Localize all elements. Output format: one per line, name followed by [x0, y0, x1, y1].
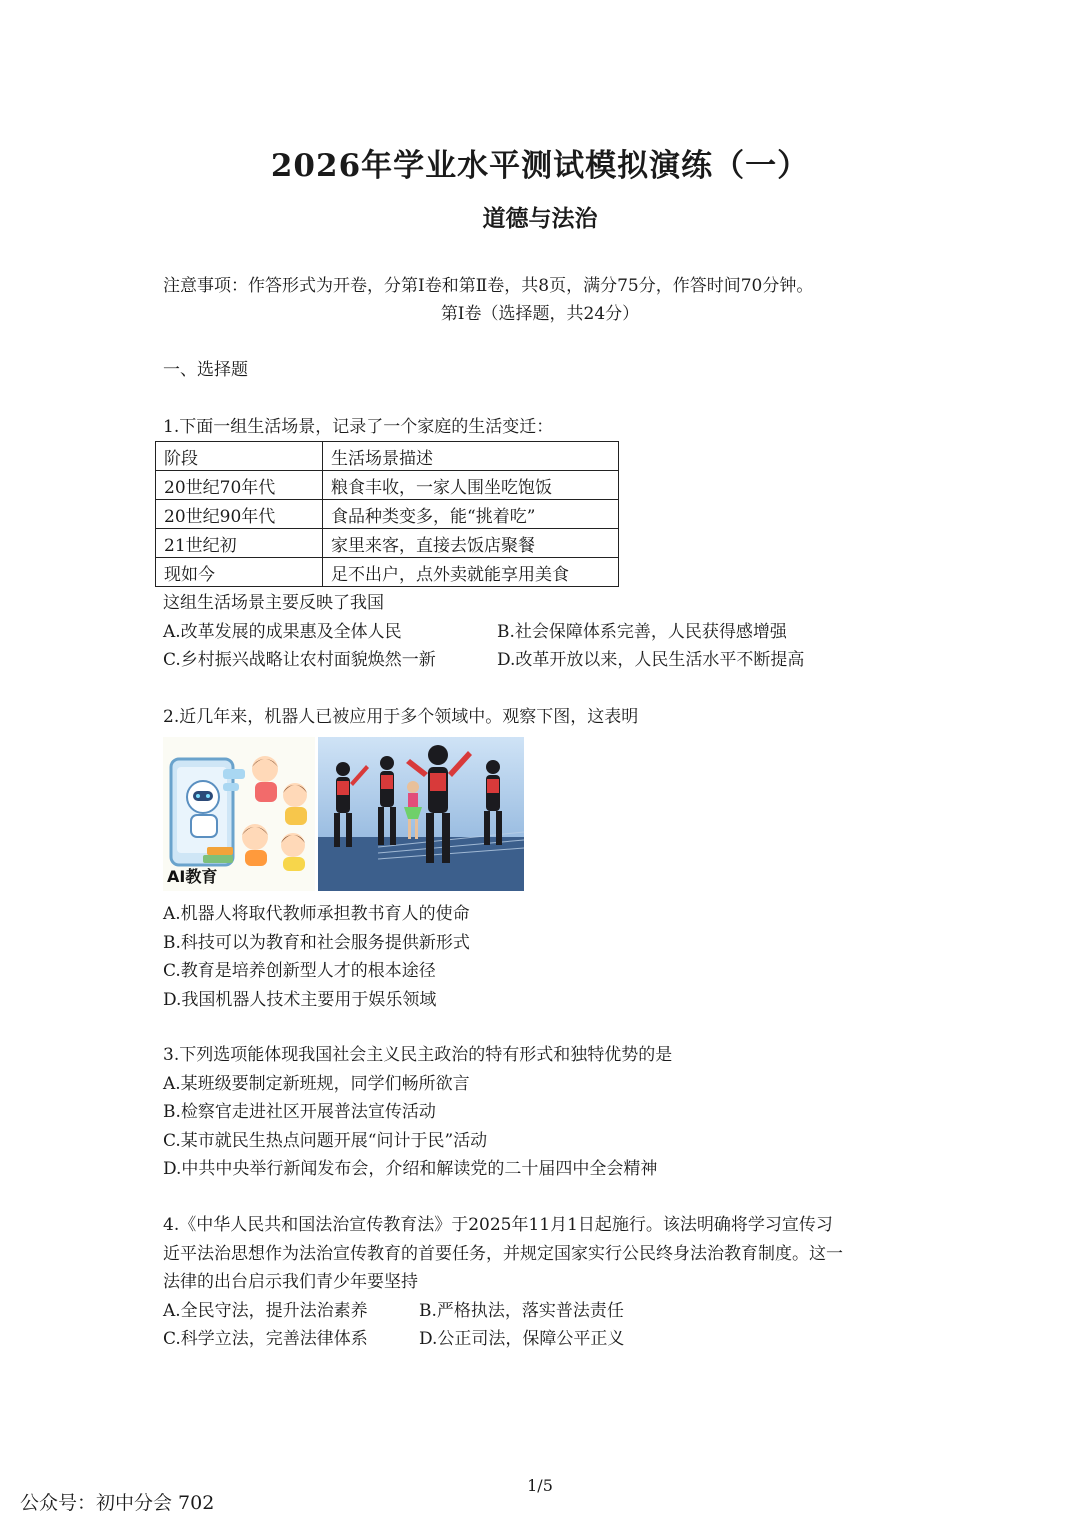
- option-d: D.改革开放以来，人民生活水平不断提高: [497, 650, 805, 670]
- question-text: 2.近几年来，机器人已被应用于多个领域中。观察下图，这表明: [163, 707, 639, 727]
- option-b: B.科技可以为教育和社会服务提供新形式: [163, 932, 470, 953]
- table-header-row: [156, 442, 619, 471]
- option-a: A.机器人将取代教师承担教书育人的使命: [163, 904, 470, 924]
- option-a: A.改革发展的成果惠及全体人民: [163, 621, 402, 642]
- table-row: [156, 558, 619, 587]
- table-cell: 食品种类变多，能“挑着吃”: [323, 500, 619, 529]
- table-cell: 粮食丰收，一家人围坐吃饱饭: [323, 471, 619, 500]
- question-text: 1.下面一组生活场景，记录了一个家庭的生活变迁：: [163, 417, 554, 437]
- table-cell: 家里来客，直接去饭店聚餐: [323, 529, 619, 558]
- table-cell: 足不出户，点外卖就能享用美食: [323, 558, 619, 587]
- question-followup: 这组生活场景主要反映了我国: [163, 593, 384, 613]
- table-header: 阶段: [156, 442, 323, 471]
- option-d: D.公正司法，保障公平正义: [419, 1329, 625, 1349]
- table-cell: 20世纪70年代: [156, 471, 323, 500]
- option-row: [163, 646, 933, 675]
- question-4: [163, 1211, 933, 1354]
- option-c: C.教育是培养创新型人才的根本途径: [163, 961, 436, 981]
- table-cell: 20世纪90年代: [156, 500, 323, 529]
- question-3: [163, 1041, 933, 1184]
- option-b: B.严格执法，落实普法责任: [419, 1300, 624, 1321]
- question-text: 3.下列选项能体现我国社会主义民主政治的特有形式和独特优势的是: [163, 1045, 673, 1065]
- option-b: B.检察官走进社区开展普法宣传活动: [163, 1102, 436, 1122]
- option-c: C.乡村振兴战略让农村面貌焕然一新: [163, 650, 436, 670]
- option-row: [163, 1297, 933, 1326]
- table-cell: 现如今: [156, 558, 323, 587]
- option-a: A.某班级要制定新班规，同学们畅所欲言: [163, 1073, 470, 1094]
- option-c: C.科学立法，完善法律体系: [163, 1329, 368, 1349]
- ai-education-label: AI教育: [167, 867, 218, 886]
- ai-education-image: [163, 737, 315, 891]
- section-heading: 一、选择题: [163, 360, 248, 380]
- question-text-line: 近平法治思想作为法治宣传教育的首要任务，并规定国家实行公民终身法治教育制度。这一: [163, 1243, 843, 1264]
- question-text-line: 4.《中华人民共和国法治宣传教育法》于2025年11月1日起施行。该法明确将学习宣传习: [163, 1215, 833, 1235]
- option-row: [163, 618, 933, 647]
- option-b: B.社会保障体系完善，人民获得感增强: [497, 621, 787, 642]
- question-text-line: 法律的出台启示我们青少年要坚持: [163, 1272, 418, 1292]
- robot-dance-photo: [318, 737, 524, 891]
- question-1-options: [163, 589, 933, 675]
- option-d: D.我国机器人技术主要用于娱乐领域: [163, 989, 437, 1010]
- table-row: [156, 529, 619, 558]
- robot-dance-image: [318, 737, 524, 891]
- table-row: [156, 500, 619, 529]
- option-c: C.某市就民生热点问题开展“问计于民”活动: [163, 1130, 488, 1151]
- option-row: [163, 1325, 933, 1354]
- page-number: 1/5: [527, 1476, 553, 1495]
- footer-watermark: 公众号：初中分会 702: [20, 1492, 215, 1514]
- life-scene-table: [155, 441, 619, 587]
- exam-notice: 注意事项：作答形式为开卷，分第Ⅰ卷和第Ⅱ卷，共8页，满分75分，作答时间70分钟。: [163, 276, 814, 296]
- question-2-options: [163, 900, 933, 1014]
- question-2-stem: [163, 703, 933, 732]
- table-row: [156, 471, 619, 500]
- table-cell: 21世纪初: [156, 529, 323, 558]
- table-header: 生活场景描述: [323, 442, 619, 471]
- option-a: A.全民守法，提升法治素养: [163, 1300, 368, 1321]
- exam-title: 2026年学业水平测试模拟演练（一）: [270, 148, 810, 184]
- subject-title: 道德与法治: [482, 205, 598, 232]
- question-1-stem: [163, 413, 933, 442]
- option-d: D.中共中央举行新闻发布会，介绍和解读党的二十届四中全会精神: [163, 1159, 658, 1179]
- volume-heading: 第Ⅰ卷（选择题，共24分）: [440, 304, 640, 324]
